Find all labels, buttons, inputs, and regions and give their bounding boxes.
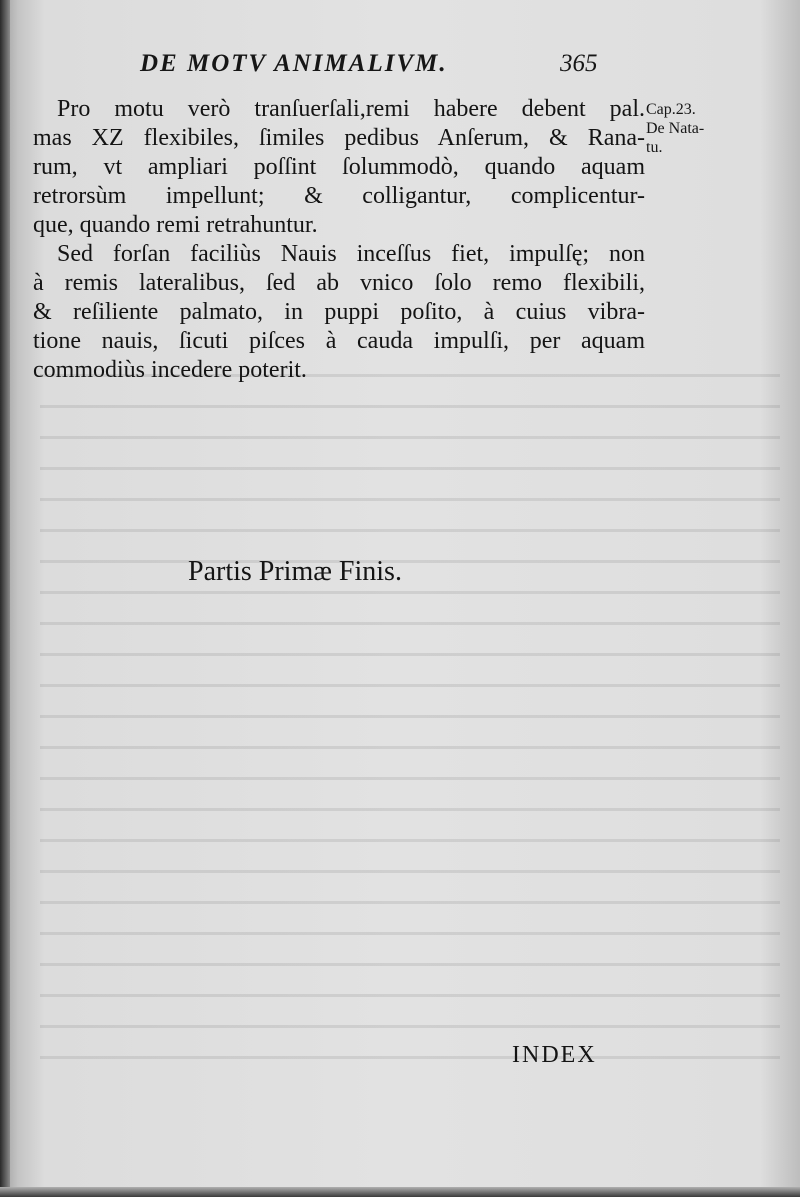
text-line: mas XZ flexibiles, ſimiles pedibus Anſerum, & Rana-: [33, 125, 645, 151]
text-line: que, quando remi retrahuntur.: [33, 212, 318, 238]
text-line: retrorsùm impellunt; & colligantur, complicentur-: [33, 183, 645, 209]
scan-shadow-left: [0, 0, 10, 1197]
running-title: DE MOTV ANIMALIVM.: [140, 50, 448, 77]
part-end-heading: Partis Primæ Finis.: [188, 556, 402, 587]
marginal-note: [646, 100, 756, 157]
text-line: tione nauis, ſicuti piſces à cauda impulſi, per aquam: [33, 328, 645, 354]
text-line: rum, vt ampliari poſſint ſolummodò, quando aquam: [33, 154, 645, 180]
page-number: 365: [560, 50, 598, 77]
text-line: commodiùs incedere poterit.: [33, 357, 307, 383]
show-through-texture: [40, 360, 780, 1080]
text-line: & reſiliente palmato, in puppi poſito, à cuius vibra-: [33, 299, 645, 325]
marginal-note-line: De Nata-: [646, 120, 705, 137]
marginal-note-line: Cap.23.: [646, 101, 696, 118]
catchword: INDEX: [512, 1042, 597, 1068]
body-text: [33, 95, 645, 385]
paragraph-1: [33, 95, 645, 240]
marginal-note-line: tu.: [646, 139, 663, 156]
paragraph-2: [33, 240, 645, 385]
running-head: [140, 50, 660, 84]
text-line: Pro motu verò tranſuerſali,remi habere debent pal.: [57, 96, 645, 122]
text-line: à remis lateralibus, ſed ab vnico ſolo remo flexibili,: [33, 270, 645, 296]
scan-shadow-bottom: [0, 1187, 800, 1197]
text-line: Sed forſan faciliùs Nauis inceſſus fiet, impulſę; non: [57, 241, 645, 267]
